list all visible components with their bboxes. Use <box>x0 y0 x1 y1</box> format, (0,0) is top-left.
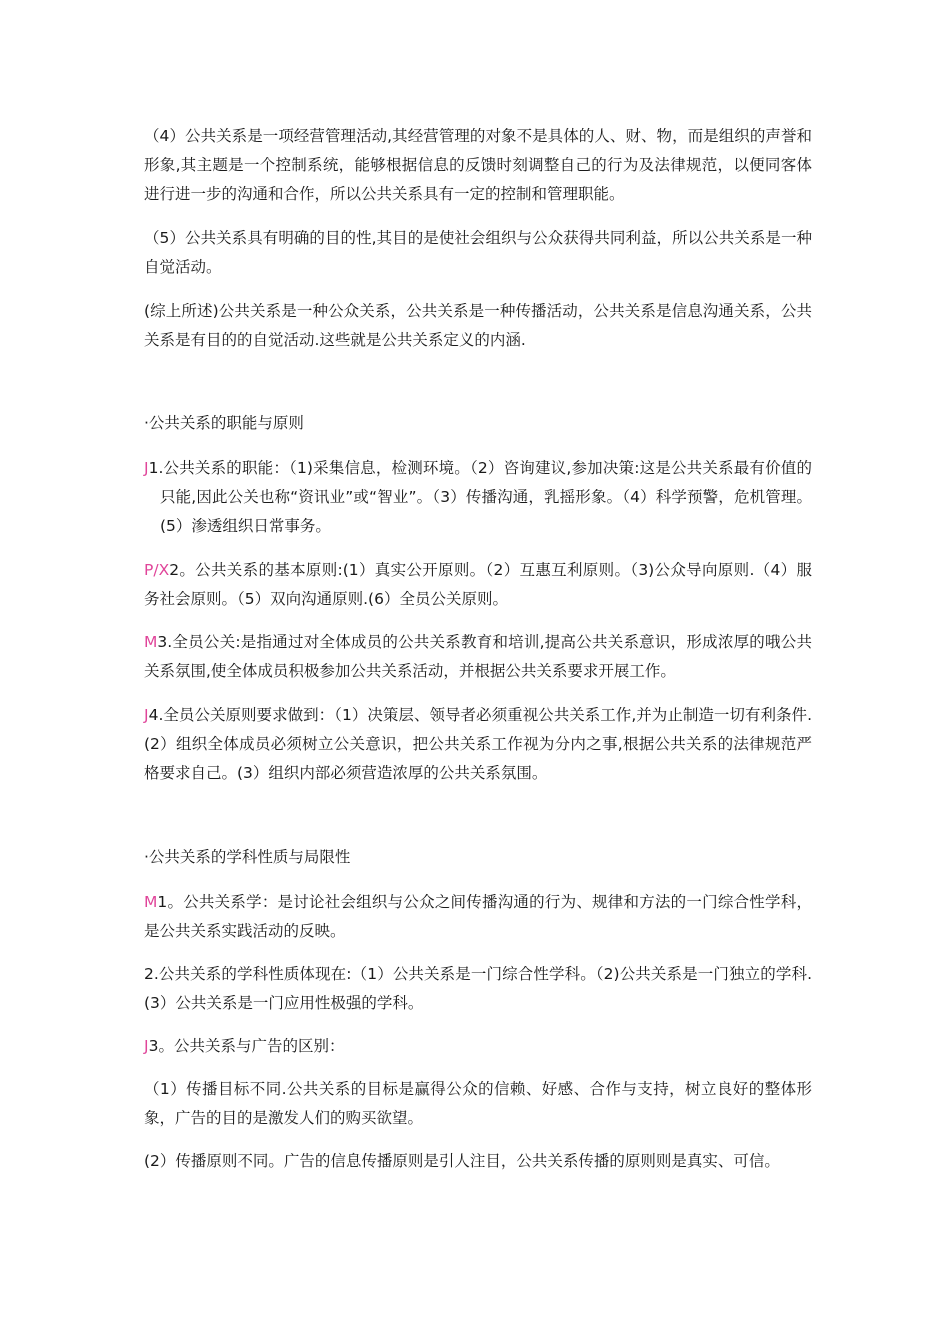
item-text: 2。公共关系的基本原则:(1）真实公开原则。（2）互惠互利原则。（3)公众导向原则.（4）服务社会原则。（5）双向沟通原则.(6）全员公关原则。 <box>144 561 812 608</box>
item-tag: P/X <box>144 561 170 579</box>
item-tag: J <box>144 1037 149 1055</box>
item-text: 2.公共关系的学科性质体现在:（1）公共关系是一门综合性学科。（2)公共关系是一门独立的学科.(3）公共关系是一门应用性极强的学科。 <box>144 965 812 1012</box>
list-item <box>144 960 812 1018</box>
item-text: 4.全员公关原则要求做到：（1）决策层、领导者必须重视公共关系工作,并为止制造一切有利条件.(2）组织全体成员必须树立公关意识，把公共关系工作视为分内之事,根据公共关系的法律规范严格要求自己。(3）组织内部必须营造浓厚的公共关系氛围。 <box>144 706 812 782</box>
list-item <box>144 1075 812 1133</box>
list-item <box>144 556 812 614</box>
list-item <box>144 701 812 788</box>
item-text: (2）传播原则不同。广告的信息传播原则是引人注目，公共关系传播的原则则是真实、可信。 <box>144 1152 780 1170</box>
paragraph-4: （4）公共关系是一项经营管理活动,其经营管理的对象不是具体的人、财、物，而是组织的声誉和形象,其主题是一个控制系统，能够根据信息的反馈时刻调整自己的行为及法律规范，以便同客体进行进一步的沟通和合作，所以公共关系具有一定的控制和管理职能。 <box>144 127 812 203</box>
item-text: （1）传播目标不同.公共关系的目标是赢得公众的信赖、好感、合作与支持，树立良好的整体形象，广告的目的是激发人们的购买欲望。 <box>144 1080 812 1127</box>
list-item <box>144 888 812 946</box>
item-tag: J <box>144 706 149 724</box>
paragraph-5: （5）公共关系具有明确的目的性,其目的是使社会组织与公众获得共同利益，所以公共关系是一种自觉活动。 <box>144 229 812 276</box>
summary-paragraph: (综上所述)公共关系是一种公众关系，公共关系是一种传播活动，公共关系是信息沟通关系，公共关系是有目的的自觉活动.这些就是公共关系定义的内涵. <box>144 302 812 349</box>
item-tag: J <box>144 459 149 477</box>
section-heading-functions: ·公共关系的职能与原则 <box>144 414 304 432</box>
item-tag: M <box>144 893 158 911</box>
list-item <box>144 454 812 541</box>
item-text: 1.公共关系的职能：（1)采集信息，检测环境。（2）咨询建议,参加决策:这是公共关系最有价值的只能,因此公关也称“资讯业”或“智业”。（3）传播沟通，乳摇形象。（4）科学预警，危机管理。(5）渗透组织日常事务。 <box>148 459 812 535</box>
section-heading-discipline: ·公共关系的学科性质与局限性 <box>144 848 351 866</box>
list-item <box>144 628 812 686</box>
item-text: 1。公共关系学：是讨论社会组织与公众之间传播沟通的行为、规律和方法的一门综合性学科，是公共关系实践活动的反映。 <box>144 893 812 940</box>
list-item <box>144 1032 812 1061</box>
list-item <box>144 1147 812 1176</box>
item-text: 3。公共关系与广告的区别： <box>148 1037 345 1055</box>
item-text: 3.全员公关:是指通过对全体成员的公共关系教育和培训,提高公共关系意识，形成浓厚的哦公共关系氛围,使全体成员积极参加公共关系活动，并根据公共关系要求开展工作。 <box>144 633 812 680</box>
item-tag: M <box>144 633 158 651</box>
